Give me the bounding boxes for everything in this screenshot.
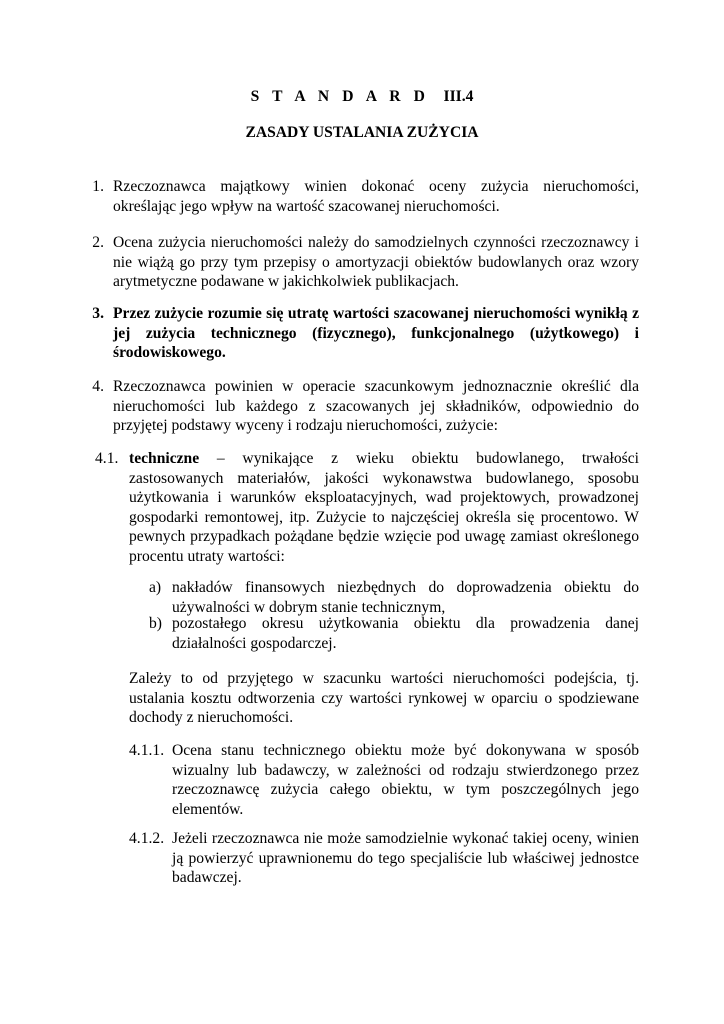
section-2-text: Ocena zużycia nieruchomości należy do samodzielnych czynności rzeczoznawcy i nie wiążą go przy tym przepisy o amortyzacji obiektów budowlanych oraz wzory arytmetyczne podawane w jakichkolwiek publikacjach. <box>113 234 639 291</box>
list-item-b <box>149 614 639 653</box>
section-4-text: Rzeczoznawca powinien w operacie szacunkowym jednoznacznie określić dla nieruchomości lub każdego z szacowanych jej składników, odpowiednio do przyjętej podstawy wyceny i rodzaju nieruchomości, zużycie: <box>113 378 639 435</box>
section-4-1-note <box>129 669 639 728</box>
standard-number: III.4 <box>443 88 474 105</box>
standard-word: S T A N D A R D <box>250 88 430 105</box>
section-4-1-1-marker: 4.1.1. <box>129 742 165 759</box>
section-4-1-note-text: Zależy to od przyjętego w szacunku wartości nieruchomości podejścia, tj. ustalania kosztu odtworzenia czy wartości rynkowej w oparciu o spodziewane dochody z nieruchomości. <box>129 670 639 727</box>
section-3-marker: 3. <box>92 305 104 322</box>
section-4-1-term: techniczne <box>129 450 200 467</box>
standard-heading <box>0 87 724 107</box>
section-3-text: Przez zużycie rozumie się utratę wartości szacowanej nieruchomości wynikłą z jej zużycia technicznego (fizycznego), funkcjonalnego (użytkowego) i środowiskowego. <box>113 305 639 362</box>
page-title: ZASADY USTALANIA ZUŻYCIA <box>245 124 479 141</box>
section-4-1-2-text: Jeżeli rzeczoznawca nie może samodzielnie wykonać takiej oceny, winien ją powierzyć uprawnionemu do tego specjaliście lub właściwej jednostce badawczej. <box>172 830 639 887</box>
list-item-b-marker: b) <box>149 615 162 632</box>
section-4-1-2-marker: 4.1.2. <box>129 830 165 847</box>
section-1-text: Rzeczoznawca majątkowy winien dokonać oceny zużycia nieruchomości, określając jego wpływ na wartość szacowanej nieruchomości. <box>113 178 639 215</box>
section-2-marker: 2. <box>92 234 104 251</box>
list-item-b-text: pozostałego okresu użytkowania obiektu dla prowadzenia danej działalności gospodarczej. <box>172 615 639 652</box>
section-4-marker: 4. <box>92 378 104 395</box>
section-3 <box>92 304 639 363</box>
section-1-marker: 1. <box>92 178 104 195</box>
section-1 <box>92 177 639 216</box>
list-item-a-marker: a) <box>149 579 162 596</box>
section-2 <box>92 233 639 292</box>
list-item-a <box>149 578 639 617</box>
section-4-1-1-text: Ocena stanu technicznego obiektu może być dokonywana w sposób wizualny lub badawczy, w zależności od rodzaju stwierdzonego przez rzeczoznawcę zużycia całego obiektu, w tym poszczególnych jego elementów. <box>172 742 639 818</box>
section-4-1-marker: 4.1. <box>95 450 119 467</box>
section-4-1-1 <box>129 741 639 819</box>
section-4-1 <box>95 449 639 567</box>
section-4 <box>92 377 639 436</box>
section-4-1-2 <box>129 829 639 888</box>
list-item-a-text: nakładów finansowych niezbędnych do doprowadzenia obiektu do używalności w dobrym stanie technicznym, <box>172 579 639 616</box>
section-4-1-text: – wynikające z wieku obiektu budowlanego, trwałości zastosowanych materiałów, jakości wykonawstwa budowlanego, sposobu użytkowania i warunków eksploatacyjnych, wad projektowych, prowadzonej gospodarki remontowej, itp. Zużycie to najczęściej określa się procentowo. W pewnych przypadkach pożądane będzie wzięcie pod uwagę zamiast określonego procentu utraty wartości: <box>129 450 639 565</box>
